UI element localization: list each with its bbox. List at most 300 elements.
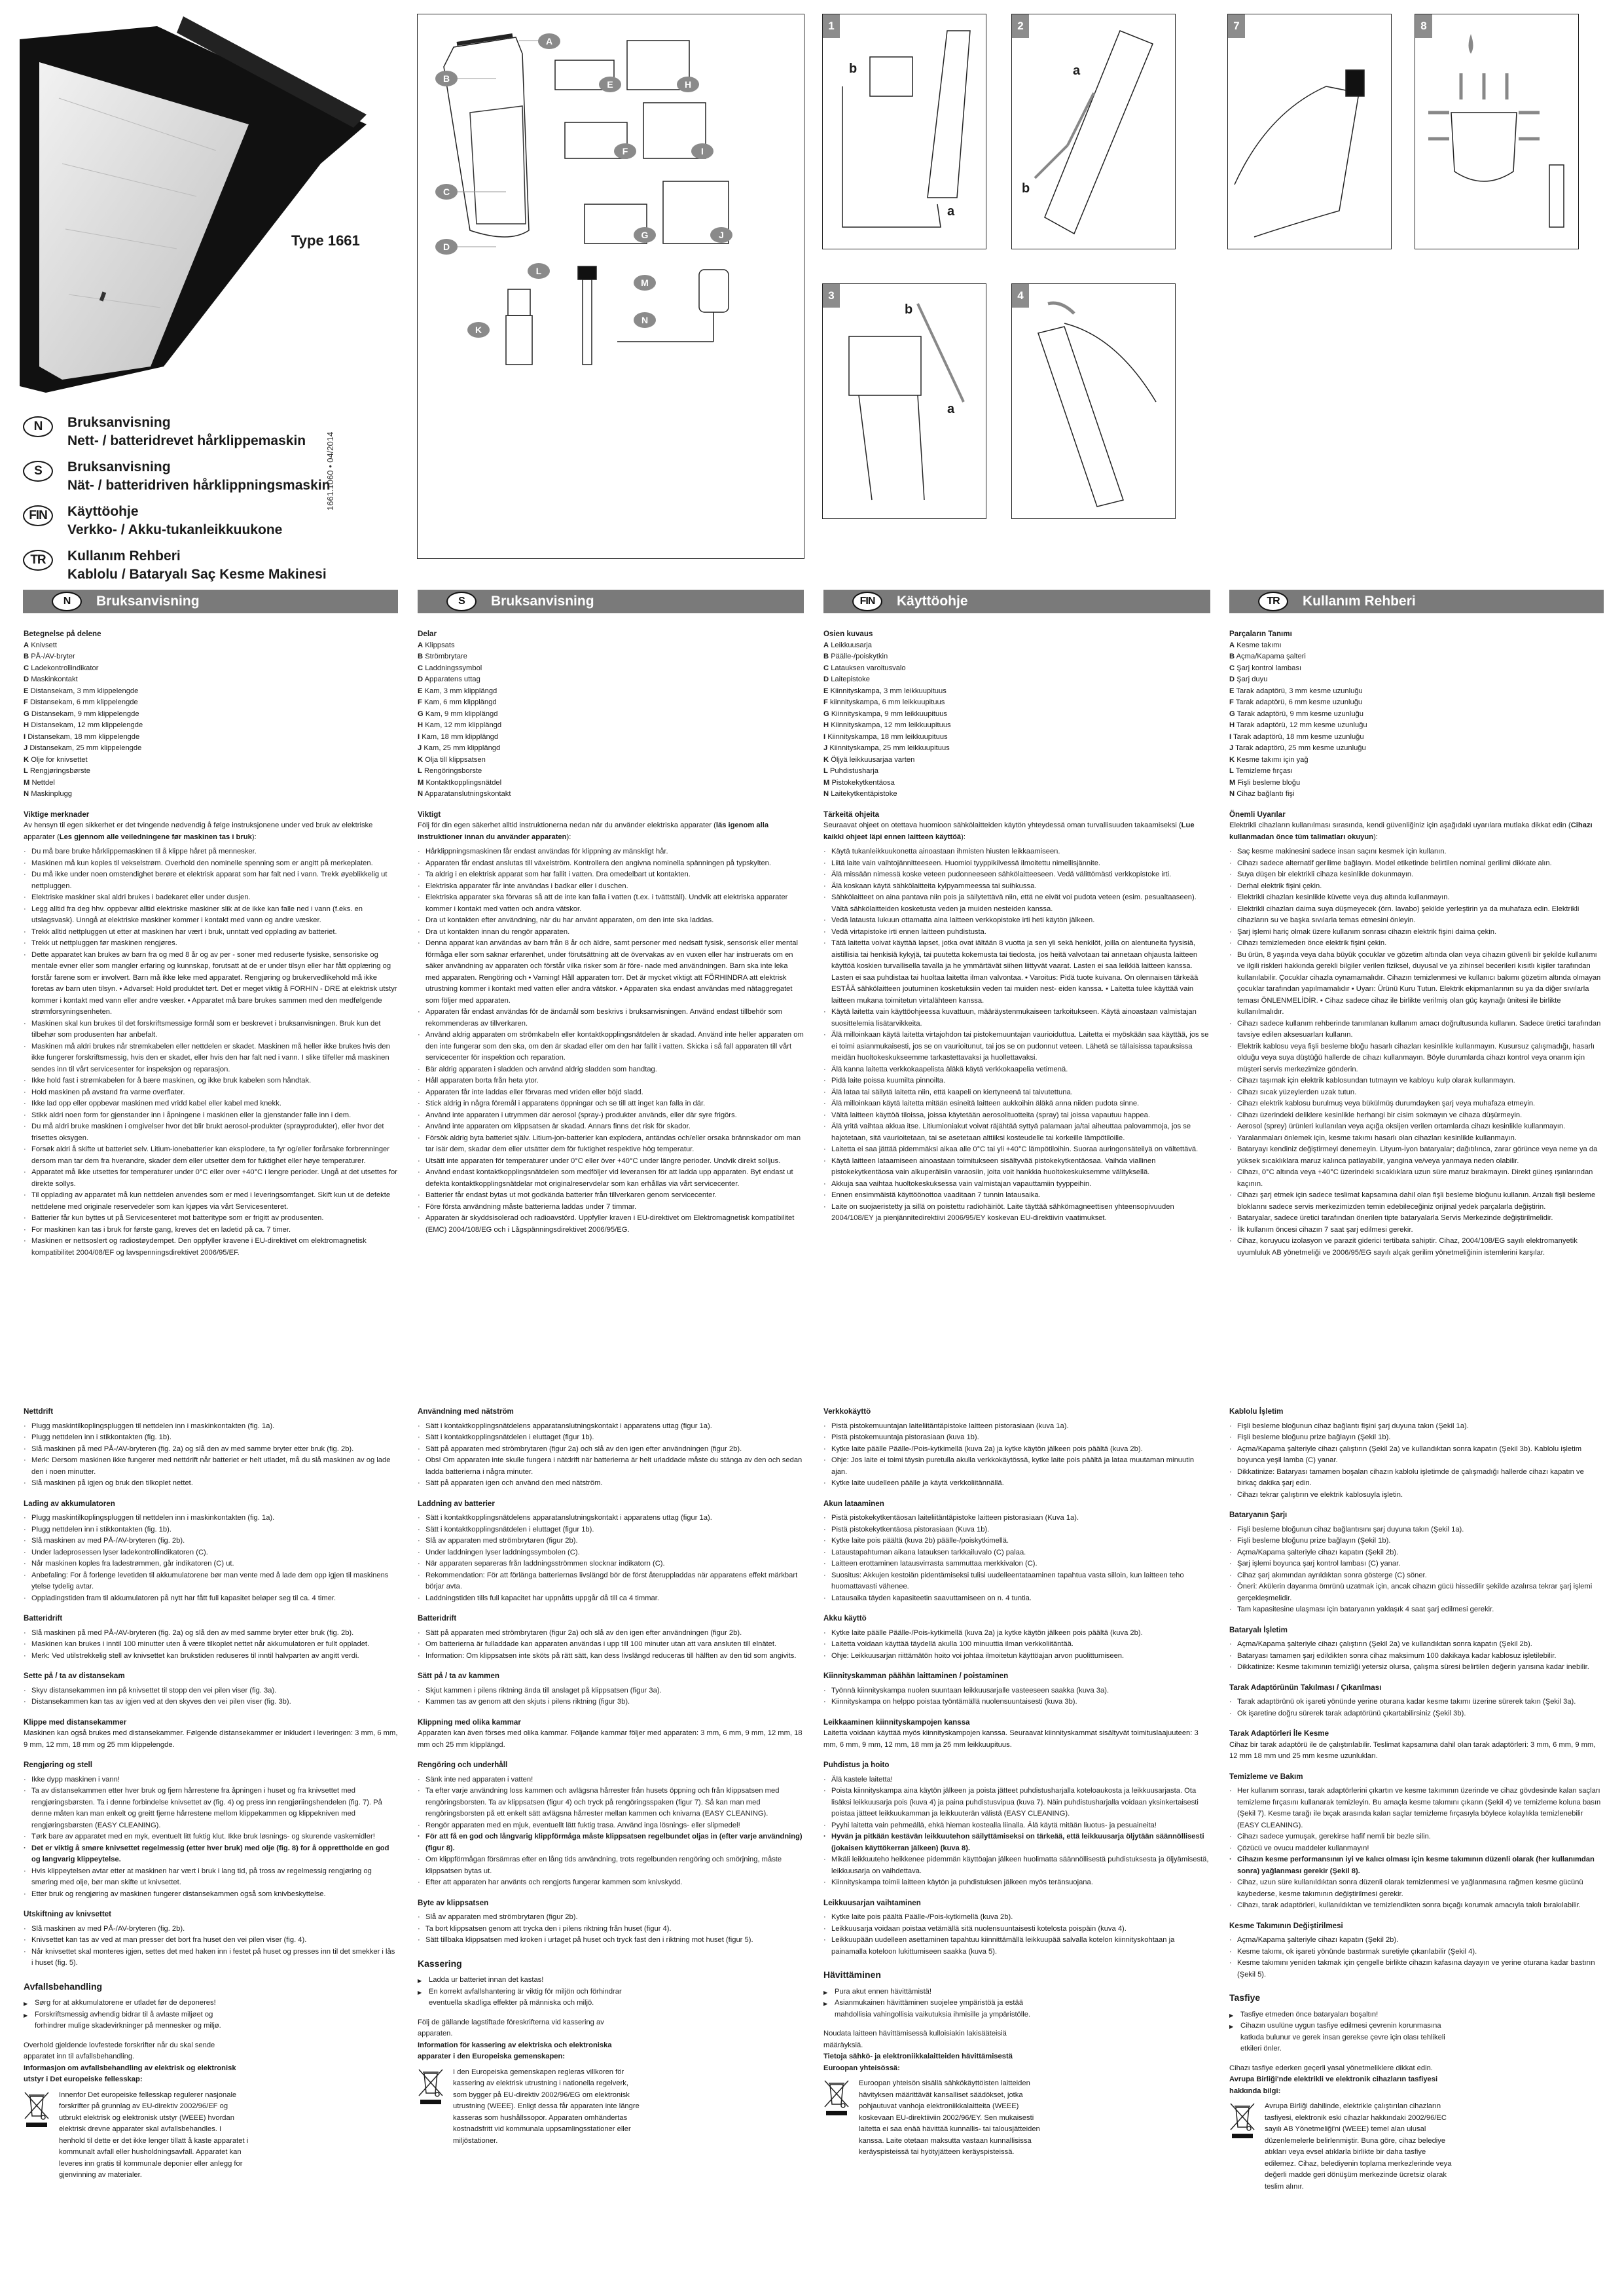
ops-item: · Slå maskinen på med PÅ-/AV-bryteren (fig. 2a) og slå den av med samme bryter etter bruk (fig. 2b). — [24, 1444, 398, 1456]
ops-item: · Obs! Om apparaten inte skulle fungera i nätdrift när batterierna är helt urladdade måste du stänga av den och sedan ladda batterierna i några minuter. — [418, 1455, 804, 1478]
part-label-n: N — [634, 312, 656, 328]
parts-item — [24, 720, 398, 732]
part-label-c: C — [435, 184, 458, 200]
ops-item: · Ta bort klippsatsen genom att trycka den i pilens riktning från huset (figur 4). — [418, 1924, 804, 1935]
parts-item — [823, 720, 1210, 732]
parts-item — [823, 640, 1210, 652]
warning-item: · Bataryalar, sadece üretici tarafından önerilen tipte bataryalarla Servis Merkezinde değiştirilmelidir. — [1229, 1213, 1604, 1225]
part-value: Leikkuusarja — [831, 641, 873, 649]
lang-subtitle: Nät- / batteridriven hårklippningsmaskin — [67, 478, 331, 493]
ops-item: · Lataustapahtuman aikana latauksen tarkkailuvalo (C) palaa. — [823, 1547, 1210, 1559]
ops-item: · Information: Om klippsatsen inte sköts på rätt sätt, kan dess livslängd reduceras till hälften av den tid som angivits. — [418, 1651, 804, 1662]
ops-title: Leikkuusarjan vaihtaminen — [823, 1898, 921, 1907]
part-value: Kiinnityskampa, 9 mm leikkuupituus — [831, 709, 948, 718]
disposal-bullet: ▶ En korrekt avfallshantering är viktig för miljön och förhindrar eventuella skadliga effekter på människa och miljö. — [418, 1986, 634, 2009]
disposal-title: Tasfiye — [1229, 1992, 1261, 2003]
ops-item: · Sätt på apparaten med strömbrytaren (figur 2a) och slå av den igen efter användningen (figur 2b). — [418, 1628, 804, 1640]
warning-item: · Käytä laitteen lataamiseen ainoastaan toimitukseen sisältyvää pistokekytkentäosaa. Vaihda viallinen pistokekytkentäosa vain alkuperäisiin varaosiin, joita voit hankkia huoltokeskuksemme välityksellä. — [823, 1156, 1210, 1179]
ops-item: · Sätt i kontaktkopplingsnätdelen i eluttaget (figur 1b). — [418, 1524, 804, 1536]
weee-text: I den Europeiska gemenskapen regleras villkoren för kassering av elektrisk utrustning i nationella regelverk, som bygger på EU-direktiv 2002/96/EG om elektronisk utrustning (WEEE). Enligt dessa får apparaten inte längre kasseras som hushållssopor. Apparaten omhändertas kostnadsfritt vid kommunala uppsamlingsstationer eller miljöstationer. — [453, 2068, 640, 2145]
ops-item: · Suositus: Akkujen kestoiän pidentämiseksi tulisi uudelleentataaminen tapahtua vasta silloin, kun laitteen teho huomattavasti vähenee. — [823, 1570, 1210, 1593]
ops-item: · Plugg maskintilkoplingspluggen til nettdelen inn i maskinkontakten (fig. 1a). — [24, 1421, 398, 1433]
weee-block — [418, 2067, 804, 2147]
part-value: Temizleme fırçası — [1235, 767, 1293, 775]
parts-item — [1229, 651, 1604, 663]
parts-item — [1229, 743, 1604, 755]
parts-item — [823, 732, 1210, 744]
part-value: Laitepistoke — [831, 675, 870, 683]
parts-item — [418, 651, 804, 663]
ops-item: · Slå av apparaten med strömbrytaren (figur 2b). — [418, 1912, 804, 1924]
ops-item: · Açma/Kapama şalteriyle cihazı kapatın (Şekil 2b). — [1229, 1935, 1604, 1946]
ops-title: Användning med nätström — [418, 1407, 514, 1416]
important-intro — [24, 820, 398, 843]
ops-item: · Cihaz şarj akımından ayrıldıktan sonra gösterge (C) söner. — [1229, 1570, 1604, 1582]
ops-title: Lading av akkumulatoren — [24, 1499, 115, 1508]
part-key: C — [823, 664, 829, 672]
part-value: Kiinnityskampa, 18 mm leikkuupituus — [827, 732, 948, 741]
warning-item: · Utsätt inte apparaten för temperaturer under 0°C eller över +40°C under längre perioder. Undvik direkt solljus. — [418, 1156, 804, 1168]
part-value: Laddningssymbol — [425, 664, 482, 672]
part-key: D — [823, 675, 829, 683]
parts-item — [823, 697, 1210, 709]
part-key: L — [823, 767, 828, 775]
warning-item: · Apparaten är skyddsisolerad och radioavstörd. Uppfyller kraven i EU-direktivet om Elektromagnetisk kompatibilitet (EMC) 2004/108/EG och i Lågspänningsdirektivet 2006/95/EG. — [418, 1213, 804, 1236]
parts-item — [1229, 766, 1604, 778]
parts-title: Osien kuvaus — [823, 630, 873, 638]
disposal-bullets — [823, 1986, 1039, 2021]
ops-item: · Pistä pistokekytkentäosa pistorasiaan (Kuva 1b). — [823, 1524, 1210, 1536]
warning-item: · Käytä laitetta vain käyttöohjeessa kuvattuun, määräystenmukaiseen tarkoitukseen. Käytä ainoastaan valmistajan suosittelemia lisätarvikkeita. — [823, 1007, 1210, 1030]
warning-item: · Trekk ut nettpluggen før maskinen rengjøres. — [24, 938, 398, 950]
ops-item: · Sätt i kontaktkopplingsnätdelens apparatanslutningskontakt i apparatens uttag (figur 1a). — [418, 1513, 804, 1524]
ops-list — [418, 1421, 804, 1490]
part-key: B — [1229, 653, 1235, 660]
ops-item: · Fişli besleme bloğunun cihaz bağlantı fişini şarj duyuna takın (Şekil 1a). — [1229, 1421, 1604, 1433]
warning-item: · Elektrikli cihazları daima suya düşmeyecek (örn. lavabo) şekilde yerleştirin ya da muhafaza edin. Elektrikli cihazların su ve başka sıvılarla temas etmesini önleyin. — [1229, 904, 1604, 927]
ops-title: Kablolu İşletim — [1229, 1407, 1284, 1416]
weee-bin-icon — [1229, 2101, 1258, 2193]
ops-title: Rengjøring og stell — [24, 1761, 92, 1769]
warning-item: · Cihazı sıcak yüzeylerden uzak tutun. — [1229, 1087, 1604, 1099]
ops-item: · För att få en god och långvarig klippförmåga måste klippsatsen regelbundet oljas in (efter varje användning) (figur 8). — [418, 1831, 804, 1854]
parts-item — [24, 674, 398, 686]
intro-end: ): — [566, 833, 571, 841]
part-value: Fişli besleme bloğu — [1237, 778, 1301, 787]
part-key: K — [823, 755, 829, 764]
ops-item: · Tørk bare av apparatet med en myk, eventuelt litt fuktig klut. Ikke bruk løsnings- og skurende vaskemidler! — [24, 1831, 398, 1843]
warning-item: · Elektrik kablosu veya fişli besleme bloğu hasarlı cihazları kesinlikle kullanmayın. Kusursuz çalışmadığı, hasarlı olduğu veya suya düştüğü hallerde de cihazı kullanmayın. Böyle durumlarda cihazı kontrol veya onarım için müşteri servis merkezimize gönderin. — [1229, 1041, 1604, 1076]
parts-item — [24, 663, 398, 675]
parts-list — [418, 640, 804, 800]
warning-item: · Hold maskinen på avstand fra varme overflater. — [24, 1087, 398, 1099]
ops-item: · Fişli besleme bloğunu prize bağlayın (Şekil 1b). — [1229, 1535, 1604, 1547]
part-value: Kesme takımı için yağ — [1236, 755, 1308, 764]
ops-text: Laitetta voidaan käyttää myös kiinnityskampojen kanssa. Seuraavat kiinnityskammat sisältyvät toimituslaajuuteen: 3 mm, 6 mm, 9 mm, 12 mm, 18 mm ja 25 mm leikkuupituus. — [823, 1729, 1199, 1749]
warning-item: · Sähkölaitteet on aina pantava niin pois ja säilytettävä niin, että ne eivät voi pudota veteen (esim. pesualtaaseen). Vältä sähkölaitteiden kosketusta veden ja muiden nesteiden kanssa. — [823, 892, 1210, 915]
section-tr-bottom — [1229, 1406, 1604, 2193]
warning-item: · Batterier får kun byttes ut på Servicesenteret mot batteritype som er frigitt av produsenten. — [24, 1213, 398, 1225]
part-key: H — [823, 721, 829, 729]
ops-item: · Når maskinen koples fra ladestrømmen, går indikatoren (C) ut. — [24, 1558, 398, 1570]
parts-item — [24, 732, 398, 744]
ops-title: Puhdistus ja hoito — [823, 1761, 890, 1769]
section-title: Bruksanvisning — [96, 594, 200, 609]
warning-item: · Elektriska apparater får inte användas i badkar eller i duschen. — [418, 881, 804, 893]
warning-item: · Använd endast kontaktkopplingsnätdelen som medföljer vid leveransen för att ladda upp apparaten. Byt endast ut defekta kontaktkopplingsnätdelar mot originalreservdelar som kan erhållas via vårt servicecenter. — [418, 1167, 804, 1190]
warning-item: · Trekk alltid nettpluggen ut etter at maskinen har vært i bruk, unntatt ved opplading av batteriet. — [24, 927, 398, 939]
ops-item: · Når knivsettet skal monteres igjen, settes det med haken inn i festet på huset og presses inn til det smekker i lås i huset (fig. 5). — [24, 1946, 398, 1969]
part-key: E — [418, 687, 423, 695]
ops-title: Bataryanın Şarjı — [1229, 1511, 1288, 1519]
ops-item: · Pyyhi laitetta vain pehmeällä, ehkä hieman kostealla liinalla. Älä käytä mitään liuotus- ja pesuaineita! — [823, 1820, 1210, 1832]
ops-item: · Kammen tas av genom att den skjuts i pilens riktning (figur 3b). — [418, 1696, 804, 1708]
warning-item: · Maskinen er nettsoslert og radiostøydempet. Den oppfyller kravene i EU-direktivet om elektromagnetisk kompatibilitet 2004/08/EF og lavspenningsdirektivet 2006/95/EF. — [24, 1236, 398, 1259]
part-value: Kam, 6 mm klipplängd — [424, 698, 497, 706]
figure-3: 3 b a — [822, 283, 986, 519]
parts-item — [823, 686, 1210, 698]
ops-item: · Plugg nettdelen inn i stikkontakten (fig. 1b). — [24, 1524, 398, 1536]
ops-text: Maskinen kan også brukes med distansekammer. Følgende distansekammer er inkludert i leveringen: 3 mm, 6 mm, 9 mm, 12 mm, 18 mm og 25 mm klippelengde. — [24, 1729, 398, 1749]
part-key: K — [418, 755, 424, 764]
parts-item — [823, 778, 1210, 789]
disposal-bullets — [1229, 2009, 1445, 2055]
ops-item: · Cihazı sadece yumuşak, gerekirse hafif nemli bir bezle silin. — [1229, 1831, 1604, 1843]
lang-badge: S — [23, 461, 53, 482]
lang-title: Bruksanvisning — [67, 459, 171, 475]
parts-item — [24, 766, 398, 778]
part-value: Kiinnityskampa, 3 mm leikkuupituus — [830, 687, 947, 695]
ops-item: · Kytke laite päälle Päälle-/Pois-kytkimellä (kuva 2a) ja kytke käytön jälkeen pois päältä (kuva 2b). — [823, 1444, 1210, 1456]
part-label-l: L — [528, 263, 550, 279]
weee-bin-icon — [24, 2090, 52, 2181]
warning-item: · Cihazı şarj etmek için sadece teslimat kapsamına dahil olan fişli besleme bloğunu kullanın. Arızalı fişli besleme bloklarını sadece servis merkezimizden temin edebileceğiniz orijinal yedek parçalarla değiştirin. — [1229, 1190, 1604, 1213]
part-key: H — [1229, 721, 1235, 729]
part-label-k: K — [467, 322, 490, 338]
part-value: Rengjøringsbørste — [29, 767, 90, 775]
ops-item: · Pistä pistokekytkentäosan laiteliitäntäpistoke laitteen pistorasiaan (Kuva 1a). — [823, 1513, 1210, 1524]
ops-item: · Kytke laite päälle Päälle-/Pois-kytkimellä (kuva 2a) ja kytke käytön jälkeen pois päältä (kuva 2b). — [823, 1628, 1210, 1640]
part-key: L — [1229, 767, 1234, 775]
ops-item: · Knivsettet kan tas av ved at man presser det bort fra huset den vei pilen viser (fig. 4). — [24, 1935, 398, 1946]
ops-title: Byte av klippsatsen — [418, 1898, 489, 1907]
parts-item — [1229, 755, 1604, 766]
parts-title: Delar — [418, 630, 437, 638]
warning-item: · Liitä laite vain vaihtojännitteeseen. Huomioi tyyppikilvessä ilmoitettu nimellisjännite. — [823, 858, 1210, 870]
parts-item — [823, 766, 1210, 778]
part-label-d: D — [435, 239, 458, 255]
language-item-tr — [23, 547, 389, 584]
ops-item: · Kesme takımı, ok işareti yönünde bastırmak suretiyle çıkarılabilir (Şekil 4). — [1229, 1946, 1604, 1958]
disposal-bullet: ▶ Ladda ur batteriet innan det kastas! — [418, 1975, 634, 1986]
part-value: Kam, 9 mm klipplängd — [425, 709, 498, 718]
part-key: N — [823, 790, 829, 798]
ops-item: · När apparaten separeras från laddningsströmmen slocknar indikatorn (C). — [418, 1558, 804, 1570]
part-key: M — [823, 778, 830, 787]
ops-item: · Laitetta voidaan käyttää täydellä akulla 100 minuuttia ilman verkkoliitäntää. — [823, 1639, 1210, 1651]
disposal-bullets — [418, 1975, 634, 2009]
ops-list — [823, 1685, 1210, 1708]
ops-item: · Plugg maskintilkoplingspluggen til nettdelen inn i maskinkontakten (fig. 1a). — [24, 1513, 398, 1524]
ops-item: · Bataryası tamamen şarj edildikten sonra cihaz maksimum 100 dakikaya kadar kablosuz işletilebilir. — [1229, 1651, 1604, 1662]
part-label-h: H — [677, 77, 699, 92]
warning-item: · Tätä laitetta voivat käyttää lapset, jotka ovat iältään 8 vuotta ja sen yli sekä henkilöt, joilla on alentuneita fyysisiä, aistillisia tai henkisiä kykyjä, tai puutetta kokemusta tai tiedosta, jos heitä valvotaan tai annetaan ohjausta laitteen käyttöä koskien turvallisella tavalla ja he ymmärtävät siihen liittyvät vaarat. Lasten ei saa leikkiä laitteen kanssa. Lasten ei saa puhdistaa tai huoltaa laitetta ilman valvontaa. • Varoitus: Pidä tuote kuivana. On olennaisen tärkeää ESTÄÄ sähkölaitteen joutuminen kosketuksiin veden tai muiden nest- eiden kanssa. • Laitetta tulee käyttää vain laitteen mukana toimitetun virtalähteen kanssa. — [823, 938, 1210, 1007]
warning-item: · Älä koskaan käytä sähkölaitteita kylpyammeessa tai suihkussa. — [823, 881, 1210, 893]
part-value: Olja till klippsatsen — [425, 755, 486, 764]
ops-item: · Sätt tillbaka klippsatsen med kroken i urtaget på huset och tryck fast den i riktning mot huset (figur 5). — [418, 1935, 804, 1946]
warning-item: · Ikke hold fast i strømkabelen for å bære maskinen, og ikke bruk kabelen som håndtak. — [24, 1075, 398, 1087]
disposal-text: Följ de gällande lagstiftade föreskrifterna vid kassering av apparaten. — [418, 2018, 604, 2037]
ops-list — [823, 1912, 1210, 1958]
warning-item: · Apparatet må ikke utsettes for temperaturer under 0°C eller over +40°C i lengre perioder. Ungå at det utsettes for direkte sollys. — [24, 1167, 398, 1190]
warning-item: · Hårklippningsmaskinen får endast användas för klippning av mänskligt hår. — [418, 846, 804, 858]
intro-text: Elektrikli cihazların kullanılması sırasında, kendi güvenliğiniz için aşağıdaki uyarılara mutlaka dikkat edin ( — [1229, 821, 1571, 829]
ops-item: · Sätt på apparaten igen och använd den med nätström. — [418, 1478, 804, 1490]
part-value: Päälle-/poiskytkin — [831, 653, 888, 660]
parts-illustration — [418, 14, 804, 559]
parts-item — [24, 789, 398, 800]
ops-item: · Açma/Kapama şalteriyle cihazı çalıştırın (Şekil 2a) ve kullandıktan sonra kapatın (Şekil 3b). Kablolu işletim boyunca yeşil lamba (C) yanar. — [1229, 1444, 1604, 1467]
part-key: F — [1229, 698, 1234, 706]
parts-item — [418, 720, 804, 732]
section-fin-top — [823, 628, 1210, 1225]
part-value: Tarak adaptörü, 9 mm kesme uzunluğu — [1236, 709, 1364, 718]
parts-list — [1229, 640, 1604, 800]
disposal-bullets — [24, 1998, 240, 2032]
part-key: H — [24, 721, 29, 729]
ops-item: · Plugg nettdelen inn i stikkontakten (fig. 1b). — [24, 1432, 398, 1444]
fig3-label-b: b — [905, 302, 913, 317]
ops-list — [24, 1628, 398, 1662]
part-key: B — [24, 653, 29, 660]
part-key: E — [24, 687, 29, 695]
warning-item: · Cihazı üzerindeki deliklere kesinlikle herhangi bir cisim sokmayın ve cihaza düşürmeyin. — [1229, 1110, 1604, 1122]
ops-item: · Açma/Kapama şalteriyle cihazı kapatın (Şekil 2b). — [1229, 1547, 1604, 1559]
lang-title: Bruksanvisning — [67, 415, 171, 430]
part-label-b: B — [435, 71, 458, 86]
disposal-title: Avfallsbehandling — [24, 1981, 103, 1992]
warning-item: · Aerosol (sprey) ürünleri kullanılan veya açığa oksijen verilen ortamlarda cihazı kesinlikle kullanmayın. — [1229, 1121, 1604, 1133]
ops-list — [823, 1513, 1210, 1604]
part-label-m: M — [634, 275, 656, 291]
warning-item: · Håll apparaten borta från heta ytor. — [418, 1075, 804, 1087]
part-key: D — [418, 675, 424, 683]
part-key: I — [418, 732, 420, 741]
part-value: Kam, 18 mm klipplängd — [422, 732, 499, 741]
warning-item: · Älä kanna laitetta verkkokaapelista äläkä käytä verkkokaapelia vetimenä. — [823, 1064, 1210, 1076]
type-label: Type 1661 — [291, 232, 360, 249]
ops-item: · Slå maskinen på med PÅ-/AV-bryteren (fig. 2a) og slå den av med samme bryter etter bruk (fig. 2b). — [24, 1628, 398, 1640]
warning-item: · Älä lataa tai säilytä laitetta niin, että kaapeli on kiertyneenä tai taivutettuna. — [823, 1087, 1210, 1099]
part-value: Kam, 25 mm klipplängd — [424, 744, 501, 752]
ops-item: · Ta efter varje användning loss kammen och avlägsna hårrester från husets öppning och från klippsatsen med rengöringsborsten. Ta av klippsatsen (figur 4) och tryck på rengöringsspaken (figur 7). Så kan man med rengöringsborsten på ett enkelt sätt avlägsna hårrester mellan kammen och knivarna (EASY CLEANING). — [418, 1785, 804, 1820]
ops-title: Laddning av batterier — [418, 1499, 495, 1508]
warning-item: · Cihazı temizlemeden önce elektrik fişini çekin. — [1229, 938, 1604, 950]
part-key: H — [418, 721, 424, 729]
parts-item — [24, 743, 398, 755]
ops-item: · Öneri: Akülerin dayanma ömrünü uzatmak için, ancak cihazın gücü hissedilir şekilde azalırsa tekrar şarj işlemi gerçekleşmelidir. — [1229, 1581, 1604, 1604]
warning-item: · Ennen ensimmäistä käyttöönottoa vaaditaan 7 tunnin latausaika. — [823, 1190, 1210, 1202]
part-value: Apparatens uttag — [424, 675, 480, 683]
warning-item: · Apparaten får endast användas för de ändamål som beskrivs i bruksanvisningen. Använd endast tillbehör som rekommenderas av tillverkaren. — [418, 1007, 804, 1030]
ops-list — [1229, 1696, 1604, 1719]
parts-title: Parçaların Tanımı — [1229, 630, 1292, 638]
part-key: G — [823, 709, 829, 718]
ops-item: · Ta av distansekammen etter hver bruk og fjern hårrestene fra åpningen i huset og fra knivsettet med rengjøringsbørsten. Ta i denne forbindelse knivsettet av (fig. 4) og press inn rengjøriingshendelen (fig. 7). På denne måten kan man enkelt og greitt fjerne hårrestene mellom klippekammen og klippekniven med rengjøringsbørsten (EASY CLEANING). — [24, 1785, 398, 1831]
lang-badge: N — [23, 416, 53, 437]
lang-title: Kullanım Rehberi — [67, 548, 181, 564]
ops-list — [24, 1421, 398, 1490]
part-key: J — [1229, 744, 1234, 752]
warning-item: · Elektriska apparater ska förvaras så att de inte kan falla i vatten (t.ex. i tvättställ). Undvik att elektriska apparater kommer i kontakt med vatten och andra vätskor. — [418, 892, 804, 915]
parts-item — [1229, 732, 1604, 744]
ops-item: · Det er viktig å smøre knivsettet regelmessig (etter hver bruk) med olje (fig. 8) for å opprettholde en god og langvarig klippeytelse. — [24, 1843, 398, 1866]
part-key: A — [1229, 641, 1235, 649]
disposal-bullet: ▶ Forskriftsmessig avhendig bidrar til å avlaste miljøet og forhindrer mulige skadevirkninger på mennesker og miljø. — [24, 2009, 240, 2032]
part-key: G — [1229, 709, 1235, 718]
ops-item: · Hvis klippeytelsen avtar etter at maskinen har vært i bruk i lang tid, på tross av regelmessig rengjøring og smøring med olje, bør man skifte ut knivsettet. — [24, 1866, 398, 1889]
section-header-fin — [823, 590, 1210, 613]
part-value: Tarak adaptörü, 18 mm kesme uzunluğu — [1233, 732, 1364, 741]
warning-item: · Stikk aldri noen form for gjenstander inn i åpningene i maskinen eller la gjenstander falle inn i dem. — [24, 1110, 398, 1122]
part-key: J — [24, 744, 28, 752]
ops-item: · Pistä pistokemuuntajan laiteliitäntäpistoke laitteen pistorasiaan (kuva 1a). — [823, 1421, 1210, 1433]
part-value: Rengöringsborste — [424, 767, 482, 775]
warning-item: · Älä milloinkaan käytä laitetta virtajohdon tai pistokemuuntajan vaurioiduttua. Laitetta ei myöskään saa käyttää, jos se ei toimi asianmukaisesti, jos se on vaurioitunut, tai jos se on pudonnut veteen. Lähetä se tällaisissa tapauksissa meidän huoltokeskukseemme tarkastettavaksi ja huollettavaksi. — [823, 1030, 1210, 1064]
ops-item: · Açma/Kapama şalteriyle cihazı çalıştırın (Şekil 2a) ve kullandıktan sonra kapatın (Şekil 2b). — [1229, 1639, 1604, 1651]
part-value: Puhdistusharja — [829, 767, 878, 775]
warning-item: · Bu ürün, 8 yaşında veya daha büyük çocuklar ve gözetim altında olan veya cihazın güvenli bir şekilde kullanımı ve ilgili riskleri hakkında gerekli bilgiler verilen fiziksel, duyusal ve ya zihinsel becerileri kısıtlı kişiler tarafından kullanılabilir. Çocuklar cihazla oynamamalıdır. Cihazın temizlenmesi ve kullanıcı bakımı gözetim altında olmayan çocuklar tarafından yapılmamalıdır • Uyarı: Ürünü Kuru Tutun. Elektrik ekipmanlarının su ya da diğer sıvılarla teması ÖNLENMELİDİR. • Cihaz sadece cihaz ile birlikte verilmiş olan güç kaynağı ünitesi ile birlikte kullanılmalıdır. — [1229, 950, 1604, 1018]
lang-badge: TR — [23, 550, 53, 571]
parts-item — [823, 663, 1210, 675]
ops-list — [823, 1774, 1210, 1889]
warning-item: · Saç kesme makinesini sadece insan saçını kesmek için kullanın. — [1229, 846, 1604, 858]
important-title: Önemli Uyarılar — [1229, 810, 1286, 819]
ops-title: Temizleme ve Bakım — [1229, 1772, 1303, 1781]
part-value: Kiinnityskampa, 25 mm leikkuupituus — [829, 744, 950, 752]
warning-item: · Akkuja saa vaihtaa huoltokeskuksessa vain valmistajan vapauttamiin tyyppeihin. — [823, 1179, 1210, 1191]
ops-item: · Şarj işlemi boyunca şarj kontrol lambası (C) yanar. — [1229, 1558, 1604, 1570]
part-key: A — [418, 641, 424, 649]
warning-item: · Använd inte apparaten i utrymmen där aerosol (spray-) produkter används, eller där syre frigörs. — [418, 1110, 804, 1122]
part-label-e: E — [599, 77, 621, 92]
part-value: Tarak adaptörü, 12 mm kesme uzunluğu — [1236, 721, 1367, 729]
section-header-n — [23, 590, 398, 613]
part-value: Knivsett — [31, 641, 57, 649]
fig1-label-b: b — [849, 62, 857, 76]
ops-list — [418, 1513, 804, 1604]
ops-item: · Under ladeprosessen lyser ladekontrollindikatoren (C). — [24, 1547, 398, 1559]
ops-item: · Etter bruk og rengjøring av maskinen fungerer distansekammen også som knivbeskyttelse. — [24, 1889, 398, 1901]
important-title: Viktige merknader — [24, 810, 90, 819]
warning-item: · Försök aldrig byta batteriet själv. Litium-jon-batterier kan explodera, antändas och/eller orsaka brännskador om man tar isär dem, skadar dem eller utsätter dem för fuktighet respektive hög temperatur. — [418, 1133, 804, 1156]
intro-text: Av hensyn til egen sikkerhet er det tvingende nødvendig å følge instruksjonene under ved bruk av elektriske apparater ( — [24, 821, 373, 841]
parts-item — [823, 709, 1210, 721]
parts-item — [418, 778, 804, 789]
warning-item: · Pidä laite poissa kuumilta pinnoilta. — [823, 1075, 1210, 1087]
ops-item: · Latausaika täyden kapasiteetin saavuttamiseen on n. 4 tuntia. — [823, 1593, 1210, 1605]
warning-item: · Bär aldrig apparaten i sladden och använd aldrig sladden som handtag. — [418, 1064, 804, 1076]
fig3-label-a: a — [947, 402, 955, 416]
warning-item: · Käytä tukanleikkuukonetta ainoastaan ihmisten hiusten leikkaamiseen. — [823, 846, 1210, 858]
ops-item: · Skyv distansekammen inn på knivsettet til stopp den vei pilen viser (fig. 3a). — [24, 1685, 398, 1697]
part-key: N — [1229, 790, 1235, 798]
part-value: Strömbrytare — [425, 653, 467, 660]
intro-end: ): — [961, 833, 965, 841]
ops-item: · Hyvän ja pitkään kestävän leikkuutehon säilyttämiseksi on tärkeää, että leikkuusarja öljytään säännöllisesti (jokaisen käyttökerran jälkeen) (kuva 8). — [823, 1831, 1210, 1854]
disposal-bullet: ▶ Sørg for at akkumulatorene er utladet før de deponeres! — [24, 1998, 240, 2009]
parts-title: Betegnelse på delene — [24, 630, 101, 638]
ops-list — [24, 1924, 398, 1969]
ops-item: · Poista kiinnityskampa aina käytön jälkeen ja poista jätteet puhdistusharjalla koteloaukosta ja leikkuusarjasta. Ota lisäksi leikkuusarja pois (kuva 4) ja paina puhdistusvipua (kuva 7). Näin puhdistusharjalla voidaan yksinkertaisesti poistaa jätteet leikkuukamman ja leikkuuterän välistä (EASY CLEANING). — [823, 1785, 1210, 1820]
ops-title: Utskiftning av knivsettet — [24, 1910, 112, 1918]
parts-item — [24, 686, 398, 698]
part-key: L — [24, 767, 28, 775]
intro-text: Följ för din egen säkerhet alltid instruktionerna nedan när du använder elektriska apparater ( — [418, 821, 716, 829]
warning-item: · Använd aldrig apparaten om strömkabeln eller kontaktkopplingsnätdelen är skadad. Använd inte heller apparaten om den inte fungerar som den ska, om den är skadad eller om den har fallit i vatten. Skicka i så fall apparaten till vårt servicecenter för inspektion och reparation. — [418, 1030, 804, 1064]
part-key: N — [24, 790, 29, 798]
part-key: J — [823, 744, 828, 752]
intro-end: ): — [251, 833, 257, 841]
intro-bold: läs igenom alla instruktioner innan du använder apparaten — [418, 821, 769, 841]
parts-item — [24, 778, 398, 789]
warning-item: · Före första användning måste batterierna laddas under 7 timmar. — [418, 1202, 804, 1213]
lang-subtitle: Kablolu / Bataryalı Saç Kesme Makinesi — [67, 567, 327, 582]
part-value: Pistokekytkentäosa — [831, 778, 895, 787]
lang-subtitle: Verkko- / Akku-tukanleikkuukone — [67, 522, 283, 537]
warning-item: · Älä yritä vaihtaa akkua itse. Litiumioniakut voivat räjähtää syttyä palamaan ja/tai aiheuttaa palovammoja, jos se hajotetaan, sitä vaurioitetaan, tai se asetetaan alttiiksi kosteudelle tai korkeille lämpötiloille. — [823, 1121, 1210, 1144]
intro-bold: Lue kaikki ohjeet läpi ennen laitteen käyttöä — [823, 821, 1195, 841]
warning-item: · Du må bare bruke hårklippemaskinen til å klippe håret på mennesker. — [24, 846, 398, 858]
warning-item: · Dette apparatet kan brukes av barn fra og med 8 år og av per - soner med reduserte fysiske, sensoriske og mentale evner eller som mangler erfaring og kunnskap, forutsatt at de er under tilsyn eller har fått opplæring og forstår farene som er involvert. Barn må ikke leke med apparatet. Rengjøring og brukervedlikehold må ikke foretas av barn uten tilsyn. • Advarsel: Hold produktet tørt. Det er meget viktig å FORHIN - DRE at elektrisk utstyr kommer i kontakt med vann eller andre væsker. • Apparatet må bare brukes sammen med den medfølgende strømforsyningsenheten. — [24, 950, 398, 1018]
important-intro — [418, 820, 804, 843]
ops-item: · Laitteen erottaminen latausvirrasta sammuttaa merkkivalon (C). — [823, 1558, 1210, 1570]
section-title: Käyttöohje — [897, 594, 968, 609]
part-value: Distansekam, 9 mm klippelengde — [31, 709, 139, 718]
section-header-tr — [1229, 590, 1604, 613]
ops-item: · Slå maskinen av med PÅ-/AV-bryteren (fig. 2b). — [24, 1535, 398, 1547]
product-image-clipper — [0, 0, 393, 393]
warning-item: · Til opplading av apparatet må kun nettdelen anvendes som er med i leveringsomfanget. Skift kun ut de defekte nettdelene med originale reservedeler som kan kjøpes via vårt Servicesenteret. — [24, 1190, 398, 1213]
ops-title: Tarak Adaptörleri İle Kesme — [1229, 1729, 1329, 1738]
ops-item: · Kiinnityskampa toimii laitteen käytön ja puhdistuksen jälkeen myös teränsuojana. — [823, 1877, 1210, 1889]
ops-item: · Sätt i kontaktkopplingsnätdelens apparatanslutningskontakt i apparatens uttag (figur 1a). — [418, 1421, 804, 1433]
ops-item: · Maskinen kan brukes i inntil 100 minutter uten å være tilkoplet nettet når akkumulatoren er fullt oppladet. — [24, 1639, 398, 1651]
warning-item: · Du må ikke under noen omstendighet berøre et elektrisk apparat som har falt ned i vann. Trekk øyeblikkelig ut nettpluggen. — [24, 869, 398, 892]
part-key: C — [418, 664, 424, 672]
ops-item: · Cihazın kesme performansının iyi ve kalıcı olması için kesme takımının düzenli olarak (her kullanımdan sonra) yağlanması gerekir (Şekil 8). — [1229, 1854, 1604, 1877]
parts-item — [418, 640, 804, 652]
ops-title: Kesme Takımının Değiştirilmesi — [1229, 1921, 1343, 1930]
warning-item: · Cihazı elektrik kablosu burulmuş veya bükülmüş durumdayken şarj veya muhafaza etmeyin. — [1229, 1098, 1604, 1110]
ops-item: · Ohje: Jos laite ei toimi täysin puretulla akulla verkkokäytössä, kytke laite pois päältä ja lataa muutaman minuutin ajan. — [823, 1455, 1210, 1478]
intro-bold: Cihazı kullanmadan önce tüm talimatları okuyun — [1229, 821, 1593, 841]
ops-item: · Kiinnityskampa on helppo poistaa työntämällä nuolensuuntaisesti (kuva 3b). — [823, 1696, 1210, 1708]
warning-item: · Maskinen skal kun brukes til det forskriftsmessige formål som er beskrevet i bruksanvisningen. Bruk kun det tilbehør som produsenten har anbefalt. — [24, 1018, 398, 1041]
part-key: G — [24, 709, 29, 718]
part-key: F — [24, 698, 28, 706]
ops-title: Batteridrift — [24, 1614, 63, 1623]
warning-item: · Ta aldrig i en elektrisk apparat som har fallit i vatten. Dra omedelbart ut kontakten. — [418, 869, 804, 881]
warning-item: · Bataryayı kendiniz değiştirmeyi denemeyin. Lityum-İyon bataryalar; dağıtılınca, zarar görünce veya neme ya da yüksek sıcaklıklara maruz kalınca patlayabilir, yanginа ve/veya yanmaya neden olabilir. — [1229, 1144, 1604, 1167]
ops-item: · Om klippförmågan försämras efter en lång tids användning, trots regelbunden rengöring och smörjning, måste klippsatsen bytas ut. — [418, 1854, 804, 1877]
part-value: Açma/Kapama şalteri — [1236, 653, 1306, 660]
ops-title: Nettdrift — [24, 1407, 54, 1416]
warning-item: · Apparaten får endast anslutas till växelström. Kontrollera den angivna nominella spänningen på typskylten. — [418, 858, 804, 870]
warning-item: · Suya düşen bir elektrikli cihaza kesinlikle dokunmayın. — [1229, 869, 1604, 881]
ops-text: Cihaz bir tarak adaptörü ile de çalıştırılabilir. Teslimat kapsamına dahil olan tarak adaptörleri: 3 mm, 6 mm, 9 mm, 12 mm 18 mm und 25 mm kesme uzunlukları. — [1229, 1740, 1596, 1760]
weee-block — [1229, 2101, 1604, 2193]
